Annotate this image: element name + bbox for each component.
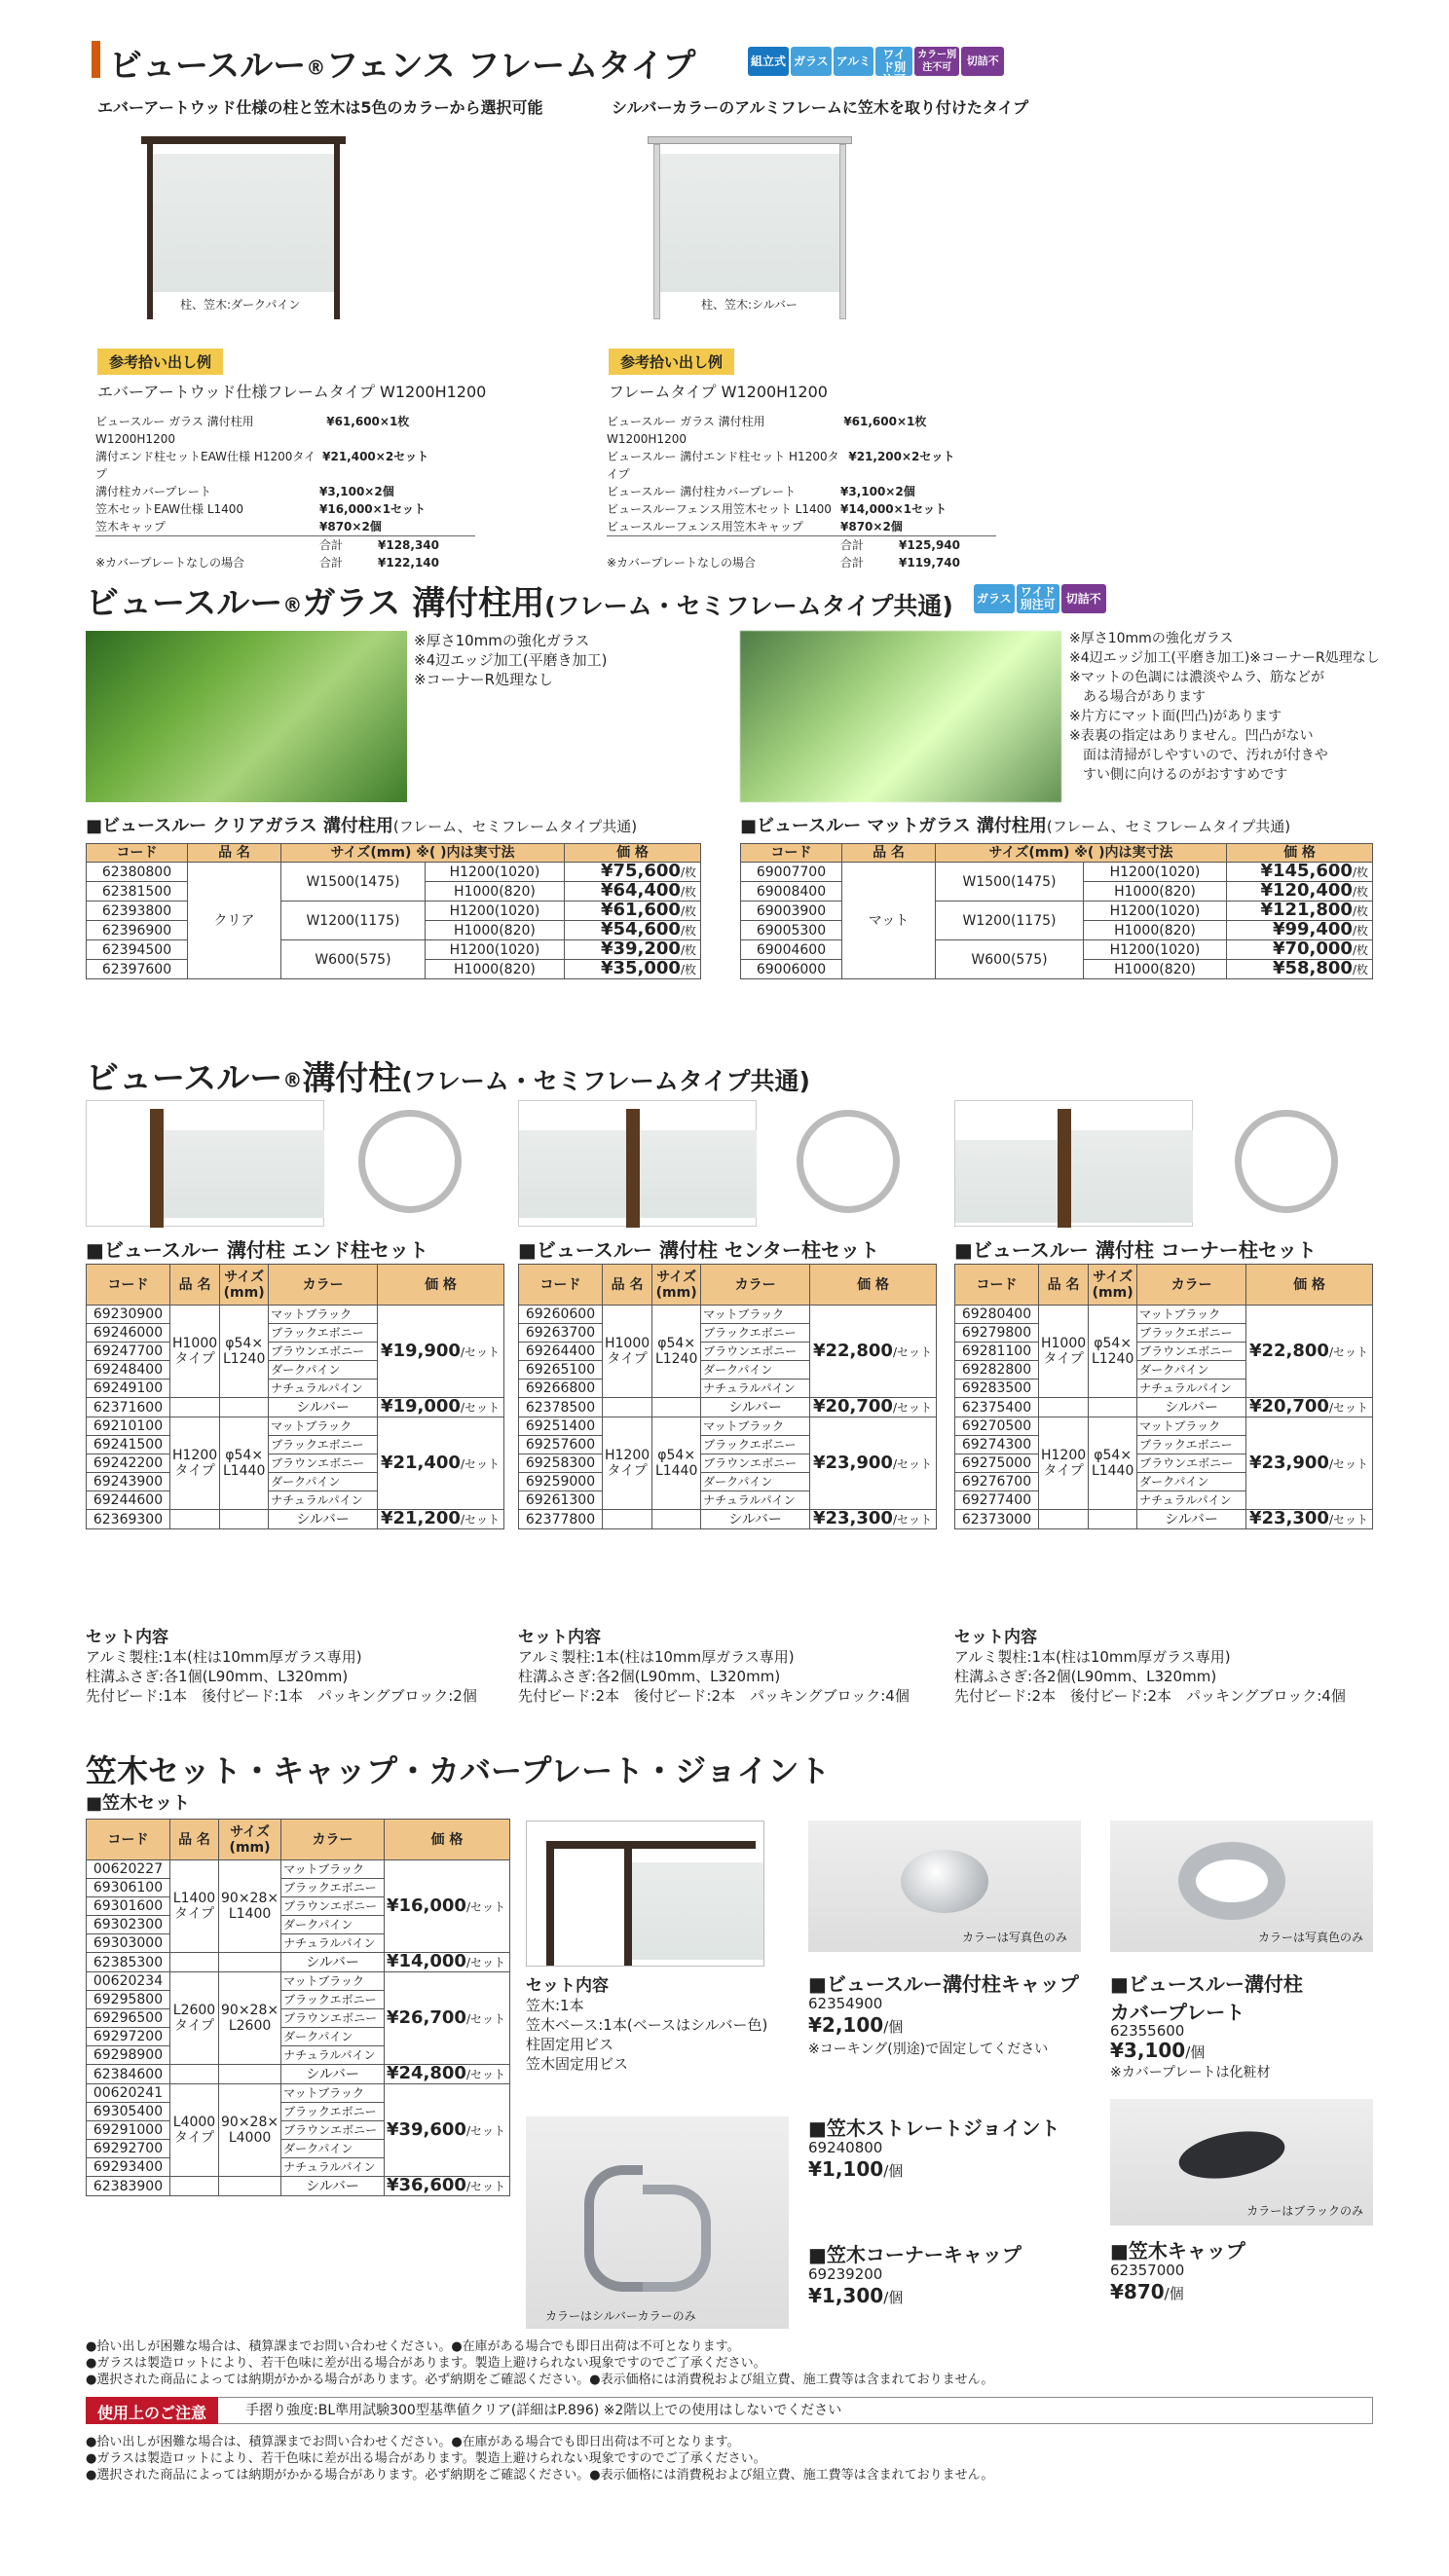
handrail-set-contents: セット内容 笠木:1本 笠木ベース:1本(ベースはシルバー色) 柱固定用ビス 笠木固定用ビス [526, 1976, 768, 2073]
badge-aluminum: アルミ [834, 47, 874, 76]
badge-glass: ガラス [791, 47, 832, 76]
cover-plate-code: 62355600 [1110, 2022, 1185, 2040]
fence-image-silver [648, 136, 852, 319]
example-label: 参考拾い出し例 [97, 349, 223, 375]
badge-wide: ワイド別注可 [875, 47, 912, 76]
end-post-section-icon [358, 1110, 462, 1213]
end-post-image [86, 1100, 324, 1227]
handrail-set-table: コード 品 名 サイズ (mm) カラー 価 格 00620227 L1400 タイプ 90×28× L1400 マットブラック ¥16,000/セット 69306100 ブラックエボニー 69301600 ブラウンエボニー 69302300 ダークパイン 69303000 ナチュラルパイン 62385300 シルバー ¥14,000/セット 00620234 L2600 タイプ 90×28× L2600 マットブラック ¥26,700/セット 69295800 ブラックエボニー 69296500 ブラウンエボニー 69297200 ダークパイン 69298900 ナチュラルパイン 62384600 シルバー ¥24,800/セット 00620241 L4000 タイプ 90×28× L4000 マットブラック ¥39,600/セット 69305400 ブラックエボニー 69291000 ブラウンエボニー 69292700 ダークパイン 69293400 ナチュラルパイン 62383900 シルバー ¥36,600/セット [86, 1819, 510, 2196]
corner-post-set-contents: セット内容 アルミ製柱:1本(柱は10mm厚ガラス専用) 柱溝ふさぎ:各2個(L90mm、L320mm) 先付ビード:2本 後付ビード:2本 パッキングブロック:4個 [954, 1628, 1346, 1705]
badge-color: カラー別注不可 [914, 47, 959, 76]
example-list-left: ビュースルー ガラス 溝付柱用 W1200H1200 ¥61,600×1枚 溝付エンド柱セットEAW仕様 H1200タイプ ¥21,400×2セット 溝付柱カバープレート ¥3,100×2個 笠木セットEAW仕様 L1400 ¥16,000×1セット 笠木キャップ ¥870×2個 合計 ¥128,340 ※カバープレートなしの場合 合計 ¥122,140 [95, 413, 475, 571]
handrail-cap-code: 62357000 [1110, 2262, 1185, 2279]
corner-cap-code: 69239200 [808, 2265, 883, 2283]
handrail-cap-title: ■笠木キャップ [1110, 2239, 1245, 2263]
straight-joint-code: 69240800 [808, 2139, 883, 2156]
image-label: 柱、笠木:ダークパイン [180, 298, 301, 312]
post-cap-image: カラーは写真色のみ [808, 1821, 1081, 1952]
matte-glass-notes: ※厚さ10mmの強化ガラス ※4辺エッジ加工(平磨き加工)※コーナーR処理なし ※マットの色調には濃淡やムラ、筋などが ある場合があります ※片方にマット面(凹凸)があります ※表裏の指定はありません。凹凸がない 面は清掃がしやすいので、汚れが付きや すい側に向けるのがおすすめです [1069, 631, 1380, 783]
end-post-heading: ■ビュースルー 溝付柱 エンド柱セット [86, 1238, 428, 1262]
table-row: 62394500 W600(575) H1200(1020) ¥39,200/枚 [87, 940, 701, 960]
right-caption: シルバーカラーのアルミフレームに笠木を取り付けたタイプ [612, 98, 1029, 117]
matte-glass-photo [740, 631, 1061, 802]
example-title: エバーアートウッド仕様フレームタイプ W1200H1200 [97, 383, 487, 401]
joint-image: カラーはシルバーカラーのみ [526, 2116, 789, 2329]
image-label: 柱、笠木:シルバー [701, 298, 798, 312]
badge-group [746, 47, 1004, 92]
matte-glass-table: コード 品 名 サイズ(mm) ※( )内は実寸法 価 格 69007700 マット W1500(1475) H1200(1020) ¥145,600/枚 69008400 H1000(820) ¥120,400/枚 69003900 W1200(1175) H1200(1020) ¥121,800/枚 69005300 H1000(820) ¥99,400/枚 69004600 W600(575) H1200(1020) ¥70,000/枚 69006000 H1000(820) ¥58,800/枚 [740, 843, 1373, 979]
handrail-cap-price: ¥870/個 [1110, 2280, 1184, 2303]
cover-plate-image: カラーは写真色のみ [1110, 1821, 1373, 1952]
caution-text: 手摺り強度:BL準用試験300型基準値クリア(詳細はP.896) ※2階以上での使用はしないでください [245, 2403, 842, 2418]
left-caption: エバーアートウッド仕様の柱と笠木は5色のカラーから選択可能 [97, 98, 543, 117]
straight-joint-title: ■笠木ストレートジョイント [808, 2116, 1060, 2140]
table-row: 69003900 W1200(1175) H1200(1020) ¥121,800/枚 [741, 902, 1373, 921]
center-post-section-icon [797, 1110, 900, 1213]
center-post-set-contents: セット内容 アルミ製柱:1本(柱は10mm厚ガラス専用) 柱溝ふさぎ:各2個(L90mm、L320mm) 先付ビード:2本 後付ビード:2本 パッキングブロック:4個 [518, 1628, 910, 1705]
footer-notes: ●拾い出しが困難な場合は、積算課までお問い合わせください。●在庫がある場合でも即日出荷は不可となります。 ●ガラスは製造ロットにより、若干色味に差が出る場合があります。製造上避けられない現象ですのでご了承ください。 ●選択された商品によっては納期がかかる場合があります。必ず納期をご確認ください。●表示価格には消費税および組立費、施工費等は含まれておりません。 [86, 2339, 994, 2387]
end-post-table: コード 品 名 サイズ (mm) カラー 価 格 69230900 H1000 タイプ φ54× L1240 マットブラック ¥19,900/セット 69246000 ブラックエボニー 69247700 ブラウンエボニー 69248400 ダークパイン 69249100 ナチュラルパイン 62371600 シルバー ¥19,000/セット 69210100 H1200 タイプ φ54× L1440 マットブラック ¥21,400/セット 69241500 ブラックエボニー 69242200 ブラウンエボニー 69243900 ダークパイン 69244600 ナチュラルパイン 62369300 シルバー ¥21,200/セット [86, 1264, 504, 1529]
badge-group [972, 584, 1106, 631]
corner-cap-price: ¥1,300/個 [808, 2284, 904, 2307]
example-list-right: ビュースルー ガラス 溝付柱用 W1200H1200 ¥61,600×1枚 ビュースルー 溝付エンド柱セット H1200タイプ ¥21,200×2セット ビュースルー 溝付柱カバープレート ¥3,100×2個 ビュースルーフェンス用笠木セット L1400 ¥14,000×1セット ビュースルーフェンス用笠木キャップ ¥870×2個 合計 ¥125,940 ※カバープレートなしの場合 合計 ¥119,740 [607, 413, 996, 571]
corner-post-section-icon [1235, 1110, 1338, 1213]
section4-title: 笠木セット・キャップ・カバープレート・ジョイント [86, 1752, 831, 1789]
post-cap-title: ■ビュースルー溝付柱キャップ [808, 1972, 1079, 1996]
table-row: 62381500 H1000(820) ¥64,400/枚 [87, 882, 701, 902]
table-row: 69005300 H1000(820) ¥99,400/枚 [741, 921, 1373, 940]
corner-post-image [954, 1100, 1193, 1227]
end-post-set-contents: セット内容 アルミ製柱:1本(柱は10mm厚ガラス専用) 柱溝ふさぎ:各1個(L90mm、L320mm) 先付ビード:1本 後付ビード:1本 パッキングブロック:2個 [86, 1628, 477, 1705]
table-row: 69004600 W600(575) H1200(1020) ¥70,000/枚 [741, 940, 1373, 960]
section3-title: ビュースルー®溝付柱(フレーム・セミフレームタイプ共通) [86, 1059, 810, 1098]
table-row: 62396900 H1000(820) ¥54,600/枚 [87, 921, 701, 940]
fence-image-darkpine [141, 136, 346, 319]
section2-title: ビュースルー®ガラス 溝付柱用(フレーム・セミフレームタイプ共通) [86, 584, 953, 623]
badge-glass: ガラス [974, 584, 1015, 613]
matte-table-heading: ■ビュースルー マットガラス 溝付柱用(フレーム、セミフレームタイプ共通) [740, 816, 1291, 836]
badge-wide: ワイド別注可 [1017, 584, 1059, 613]
handrail-cap-image: カラーはブラックのみ [1110, 2099, 1373, 2226]
footer-notes-repeat: ●拾い出しが困難な場合は、積算課までお問い合わせください。●在庫がある場合でも即日出荷は不可となります。 ●ガラスは製造ロットにより、若干色味に差が出る場合があります。製造上避けられない現象ですのでご了承ください。 ●選択された商品によっては納期がかかる場合があります。必ず納期をご確認ください。●表示価格には消費税および組立費、施工費等は含まれておりません。 [86, 2435, 994, 2483]
clear-glass-table: コード 品 名 サイズ(mm) ※( )内は実寸法 価 格 62380800 クリア W1500(1475) H1200(1020) ¥75,600/枚 62381500 H1000(820) ¥64,400/枚 62393800 W1200(1175) H1200(1020) ¥61,600/枚 62396900 H1000(820) ¥54,600/枚 62394500 W600(575) H1200(1020) ¥39,200/枚 62397600 H1000(820) ¥35,000/枚 [86, 843, 701, 979]
corner-post-heading: ■ビュースルー 溝付柱 コーナー柱セット [954, 1238, 1317, 1262]
clear-glass-notes: ※厚さ10mmの強化ガラス ※4辺エッジ加工(平磨き加工) ※コーナーR処理なし [414, 632, 608, 688]
center-post-image [518, 1100, 757, 1227]
caution-label: 使用上のご注意 [86, 2397, 218, 2424]
table-row: 62380800 クリア W1500(1475) H1200(1020) ¥75,600/枚 [87, 863, 701, 882]
example-title: フレームタイプ W1200H1200 [609, 383, 828, 401]
clear-table-heading: ■ビュースルー クリアガラス 溝付柱用(フレーム、セミフレームタイプ共通) [86, 816, 638, 836]
handrail-image [526, 1821, 764, 1967]
center-post-heading: ■ビュースルー 溝付柱 センター柱セット [518, 1238, 880, 1262]
badge-nocut: 切詰不可 [1061, 584, 1106, 613]
center-post-table: コード 品 名 サイズ (mm) カラー 価 格 69260600 H1000 タイプ φ54× L1240 マットブラック ¥22,800/セット 69263700 ブラックエボニー 69264400 ブラウンエボニー 69265100 ダークパイン 69266800 ナチュラルパイン 62378500 シルバー ¥20,700/セット 69251400 H1200 タイプ φ54× L1440 マットブラック ¥23,900/セット 69257600 ブラックエボニー 69258300 ブラウンエボニー 69259000 ダークパイン 69261300 ナチュラルパイン 62377800 シルバー ¥23,300/セット [518, 1264, 937, 1529]
corner-post-table: コード 品 名 サイズ (mm) カラー 価 格 69280400 H1000 タイプ φ54× L1240 マットブラック ¥22,800/セット 69279800 ブラックエボニー 69281100 ブラウンエボニー 69282800 ダークパイン 69283500 ナチュラルパイン 62375400 シルバー ¥20,700/セット 69270500 H1200 タイプ φ54× L1440 マットブラック ¥23,900/セット 69274300 ブラックエボニー 69275000 ブラウンエボニー 69276700 ダークパイン 69277400 ナチュラルパイン 62373000 シルバー ¥23,300/セット [954, 1264, 1373, 1529]
cover-plate-note: ※カバープレートは化粧材 [1110, 2065, 1271, 2080]
section1-title: ビュースルー®フェンス フレームタイプ [109, 47, 696, 86]
straight-joint-price: ¥1,100/個 [808, 2157, 904, 2181]
badge-assembly: 組立式 [748, 47, 789, 76]
table-row: 69008400 H1000(820) ¥120,400/枚 [741, 882, 1373, 902]
badge-nocut: 切詰不可 [961, 47, 1004, 76]
table-row: 69006000 H1000(820) ¥58,800/枚 [741, 960, 1373, 979]
table-row: 62397600 H1000(820) ¥35,000/枚 [87, 960, 701, 979]
post-cap-price: ¥2,100/個 [808, 2013, 904, 2037]
post-cap-code: 62354900 [808, 1995, 883, 2012]
clear-glass-photo [86, 631, 407, 802]
example-label: 参考拾い出し例 [609, 349, 734, 375]
handrail-table-heading: ■笠木セット [86, 1793, 191, 1814]
table-row: 62393800 W1200(1175) H1200(1020) ¥61,600/枚 [87, 902, 701, 921]
cover-plate-title: ■ビュースルー溝付柱 カバープレート [1110, 1972, 1303, 2024]
cover-plate-price: ¥3,100/個 [1110, 2039, 1206, 2062]
table-row: 69007700 マット W1500(1475) H1200(1020) ¥145,600/枚 [741, 863, 1373, 882]
post-cap-note: ※コーキング(別途)で固定してください [808, 2042, 1049, 2057]
corner-cap-title: ■笠木コーナーキャップ [808, 2243, 1022, 2266]
section-marker [92, 41, 100, 78]
